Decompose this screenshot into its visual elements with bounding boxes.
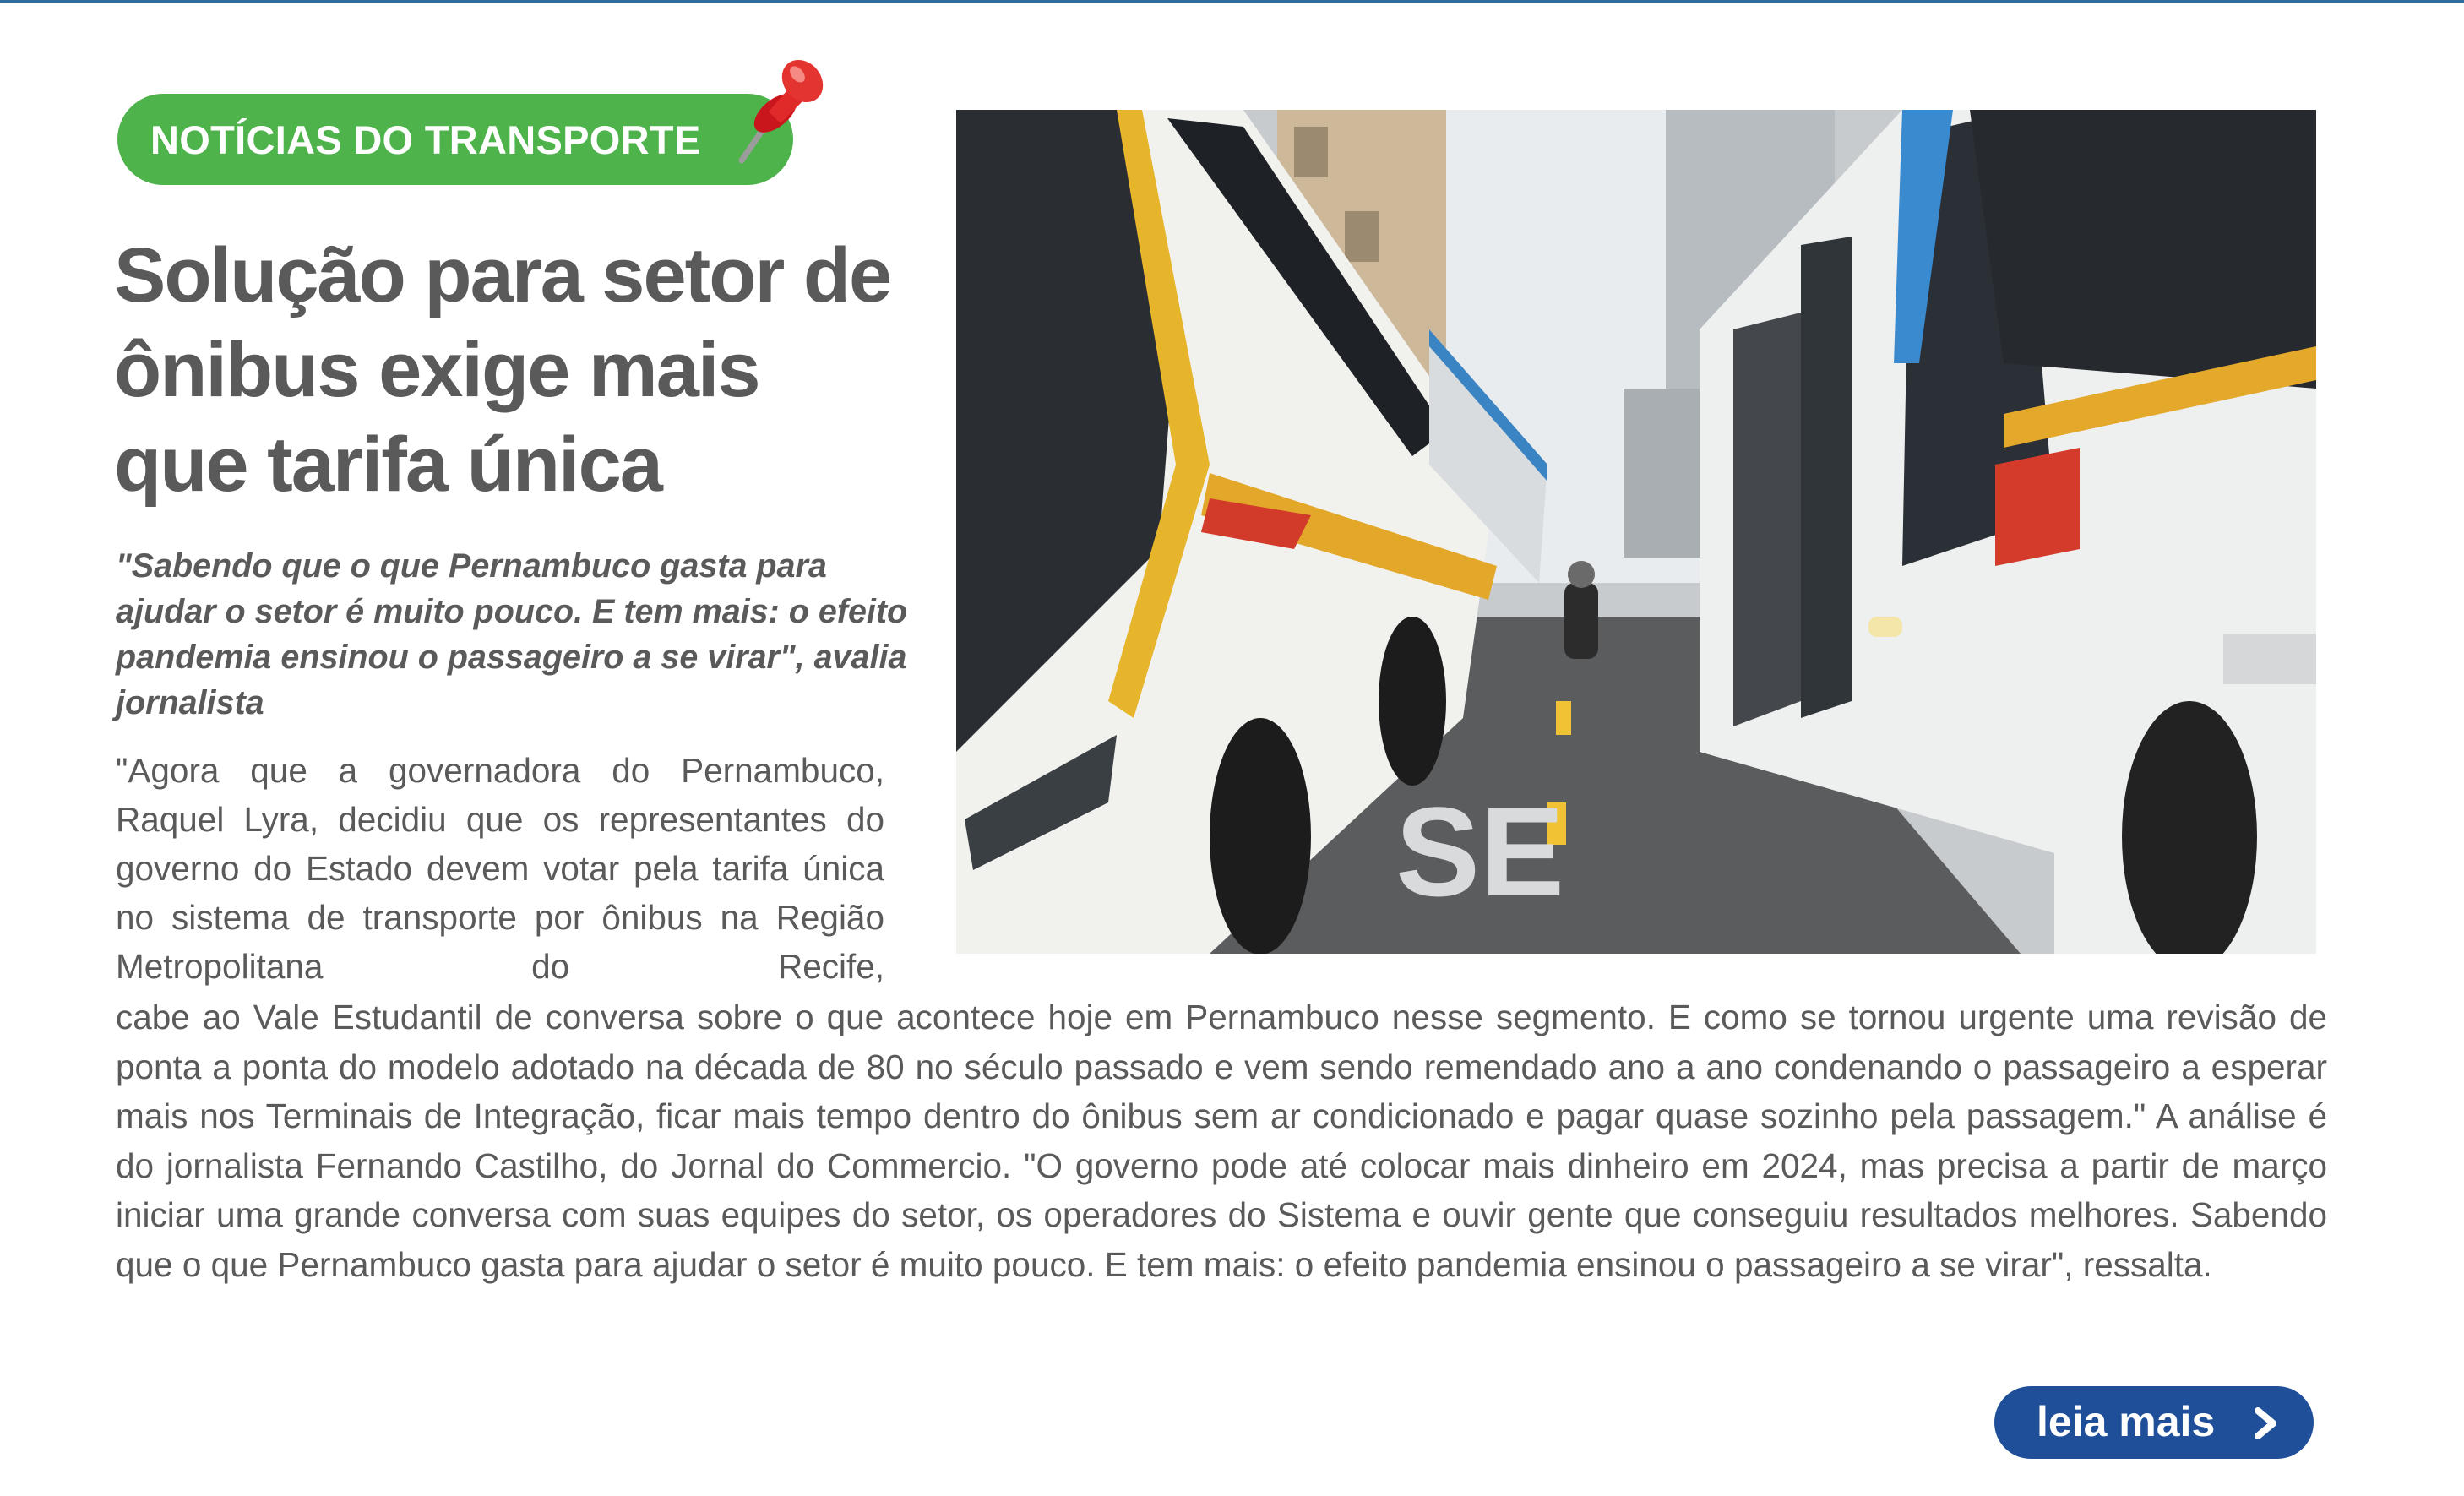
category-badge-label: NOTÍCIAS DO TRANSPORTE <box>150 117 701 162</box>
road-marking: SE <box>1395 781 1565 922</box>
article-body: cabe ao Vale Estudantil de conversa sobre o que acontece hoje em Pernambuco nesse segmento. E como se tornou urgente uma revisão de ponta a ponta do modelo adotado na década de 80 no século passado e vem sendo remendado ano a ano condenando o passageiro a esperar mais nos Terminais de Integração, ficar mais tempo dentro do ônibus sem ar condicionado e pagar quase sozinho pela passagem." A análise é do jornalista Fernando Castilho, do Jornal do Commercio. "O governo pode até colocar mais dinheiro em 2024, mas precisa a partir de março iniciar uma grande conversa com suas equipes do setor, os operadores do Sistema e ouvir gente que conseguiu resultados melhores. Sabendo que o que Pernambuco gasta para ajudar o setor é muito pouco. E tem mais: o efeito pandemia ensinou o passageiro a se virar", ressalta. <box>116 998 2327 1284</box>
top-border <box>0 0 2464 3</box>
article-body-intro: "Agora que a governadora do Pernambuco, Raquel Lyra, decidiu que os representantes do governo do Estado devem votar pela tarifa única no sistema de transporte por ônibus na Região Metropolitana do Recife, <box>116 751 884 986</box>
read-more-button[interactable] <box>1994 1386 2314 1459</box>
read-more-label: leia mais <box>2037 1398 2216 1445</box>
article-subhead: "Sabendo que o que Pernambuco gasta para ajudar o setor é muito pouco. E tem mais: o efeito pandemia ensinou o passageiro a se virar", avalia jornalista <box>116 547 908 721</box>
pushpin-icon <box>725 52 826 169</box>
chevron-right-icon <box>2253 1407 2278 1439</box>
article-photo <box>956 110 2316 954</box>
article-headline: Solução para setor de ônibus exige mais que tarifa única <box>114 232 891 508</box>
